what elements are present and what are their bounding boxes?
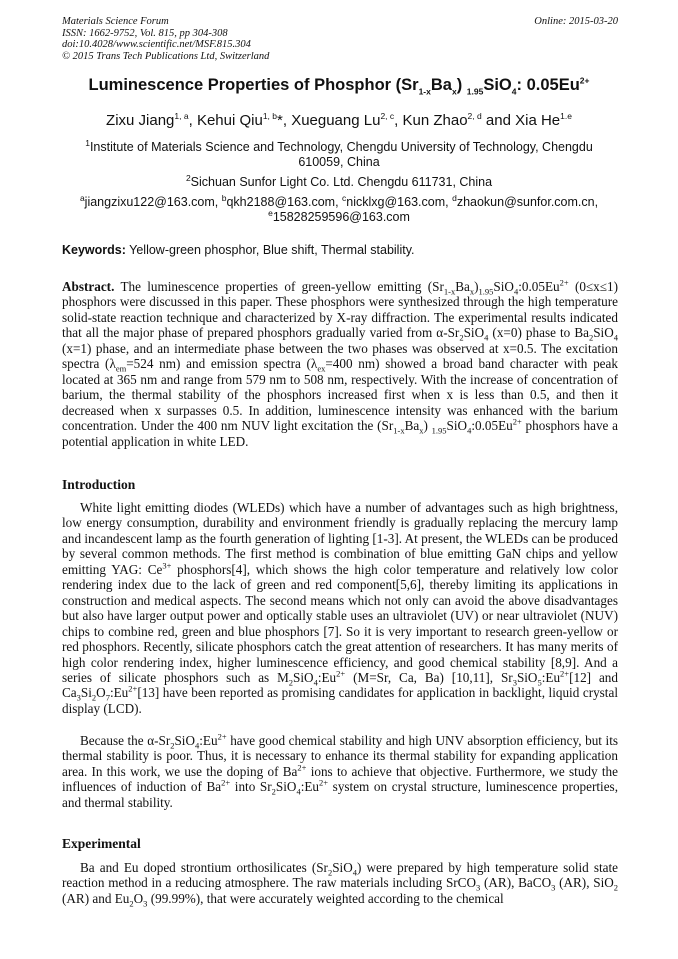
journal-name: Materials Science Forum xyxy=(62,16,169,27)
email-link[interactable]: qkh2188@163.com, xyxy=(226,195,343,209)
author-name: Kehui Qiu xyxy=(196,112,263,129)
author-name: Zixu Jiang xyxy=(106,112,175,129)
keywords-text: Yellow-green phosphor, Blue shift, Thermal stability. xyxy=(125,243,415,257)
email-link[interactable]: 15828259596@163.com xyxy=(272,210,410,224)
email-link[interactable]: jiangzixu122@163.com, xyxy=(84,195,222,209)
intro-paragraph-2: Because the $\alpha-Sr_2SiO_4:Eu^{2+}$ have good chemical stability and high UNV absorption efficiency, but its thermal stability is poor. Thus, it is necessary to enhance its thermal stability for expanding application area. In this work, we use the doping of $Ba^{2+}$ ions to achieve that objective. Furthermore, we study the influences of induction of $Ba^{2+}$ into $Sr_2SiO_4:Eu^{2+}$ system on crystal structure, luminescence properties, and thermal stability. xyxy=(62,731,618,810)
affiliation-1: $^1$Institute of Materials Science and Technology, Chengdu University of Technology, Chengdu 610059, China xyxy=(85,137,593,169)
abstract-label: Abstract. xyxy=(62,279,115,294)
email-link[interactable]: nicklxg@163.com, xyxy=(346,195,453,209)
author-emails: $^a$jiangzixu122@163.com, $^b$qkh2188@163.com, $^c$nicklxg@163.com, $^d$zhaokun@sunfor.com.cn, $^e$15828259596@163.com xyxy=(79,192,599,224)
author-name: Xueguang Lu xyxy=(291,112,381,129)
experimental-paragraph-1: Ba and Eu doped strontium orthosilicates $(Sr_2SiO_4)$ were prepared by high temperature solid state reaction method in a reducing atmosphere. The raw materials including SrCO$_3$ (AR), BaCO$_3$ (AR), SiO$_2$ (AR) and $Eu_2O_3$ (99.99%), that were accurately weighted according to the chemical xyxy=(62,860,619,909)
author-list: Zixu Jiang$^{1, a}$, Kehui Qiu$^{1, b}$*, Xueguang Lu$^{2, c}$, Kun Zhao$^{2, d}$ and Xia $He^{1.e}$ xyxy=(106,111,572,129)
keywords xyxy=(62,243,618,257)
section-heading-introduction: Introduction xyxy=(62,477,136,492)
email-link[interactable]: zhaokun@sunfor.com.cn, xyxy=(456,195,599,209)
journal-header xyxy=(62,16,618,62)
online-date: Online: 2015-03-20 xyxy=(534,16,618,27)
abstract-paragraph: Abstract. The luminescence properties of green-yellow emitting $(Sr_{1-x}Ba_x)_{1.95}SiO_4:0.05Eu^{2+}$ (0≤x≤1) phosphors were discussed in this paper. These phosphors were synthesized through the high temperature solid-state reaction technique and characterized by X-ray diffraction. The experimental results indicated that all the major phase of prepared phosphors gradually varied from $\alpha-Sr_2SiO_4$ (x=0) phase to $Ba_2SiO_4$ (x=1) phase, and an intermediate phase between the two phases was observed at x=0.5. The excitation spectra ($\lambda_{em}=524$ nm) and emission spectra ($\lambda_{ex}=400$ nm) showed a broad band character with peak located at 365 nm and range from 579 nm to 508 nm, respectively. With the increase of concentration of barium, the thermal stability of the phosphors increased first when x is less than 0.5, and then it decreased when x surpasses 0.5. In addition, luminescence intensity was enhanced with the barium concentration. Under the 400 nm NUV light excitation the $(Sr_{1-x}Ba_x)$ $_{1.95}SiO_4:0.05Eu^{2+}$ phosphors have a potential application in white LED. xyxy=(62,277,619,449)
section-heading-experimental: Experimental xyxy=(62,836,141,851)
paper-title: Luminescence Properties of Phosphor $(Sr_{1-x}Ba_x)$ $_{1.95}$SiO$_4$: $0.05Eu^{2+}$ xyxy=(88,75,590,97)
author-name: Kun Zhao xyxy=(402,112,468,129)
keywords-label: Keywords: xyxy=(62,243,126,257)
corresponding-star: * xyxy=(277,112,283,129)
copyright-line: © 2015 Trans Tech Publications Ltd, Switzerland xyxy=(62,50,270,62)
intro-paragraph-1: White light emitting diodes (WLEDs) which have a number of advantages such as high brightness, low energy consumption, durability and environment friendly is gradually replacing the mercury lamp and incandescent lamp as the fourth generation of lighting [1-3]. At present, the WLEDs can be produced by several common methods. The first method is combination of blue emitting GaN chips and yellow emitting YAG: $Ce^{3+}$ phosphors[4], which shows the high color temperature and relatively low color rendering index due to the lack of green and red component[5,6], thereby limiting its applications in construction and medical aspects. The second means which not only can avoid the above disadvantages but also have larger output power and optically stable uses an ultraviolet (UV) or near ultraviolet (NUV) chips to combine red, green and blue phosphors [7]. So it is very important to research green-yellow or red phosphors. Recently, silicate phosphors catch the great attention of researchers. It has many merits of high color rendering index, higher luminescence efficiency, and good chemical stability [8,9]. And a series of silicate phosphors such as $M_2SiO_4:Eu^{2+}$ (M=Sr, Ca, Ba) [10,11], $Sr_3SiO_5:Eu^{2+}[12]$ and $Ca_3Si_2O_7:Eu^{2+}[13]$ have been reported as promising candidates for application in backlight, liquid crystal display (LCD). xyxy=(62,500,618,716)
affiliation-2: $^2$Sichuan Sunfor Light Co. Ltd. Chengdu 611731, China xyxy=(185,172,493,189)
doi-line[interactable]: doi:10.4028/www.scientific.net/MSF.815.304 xyxy=(62,39,251,50)
author-name: Xia He xyxy=(515,112,561,129)
issn-line: ISSN: 1662-9752, Vol. 815, pp 304-308 xyxy=(62,27,228,39)
